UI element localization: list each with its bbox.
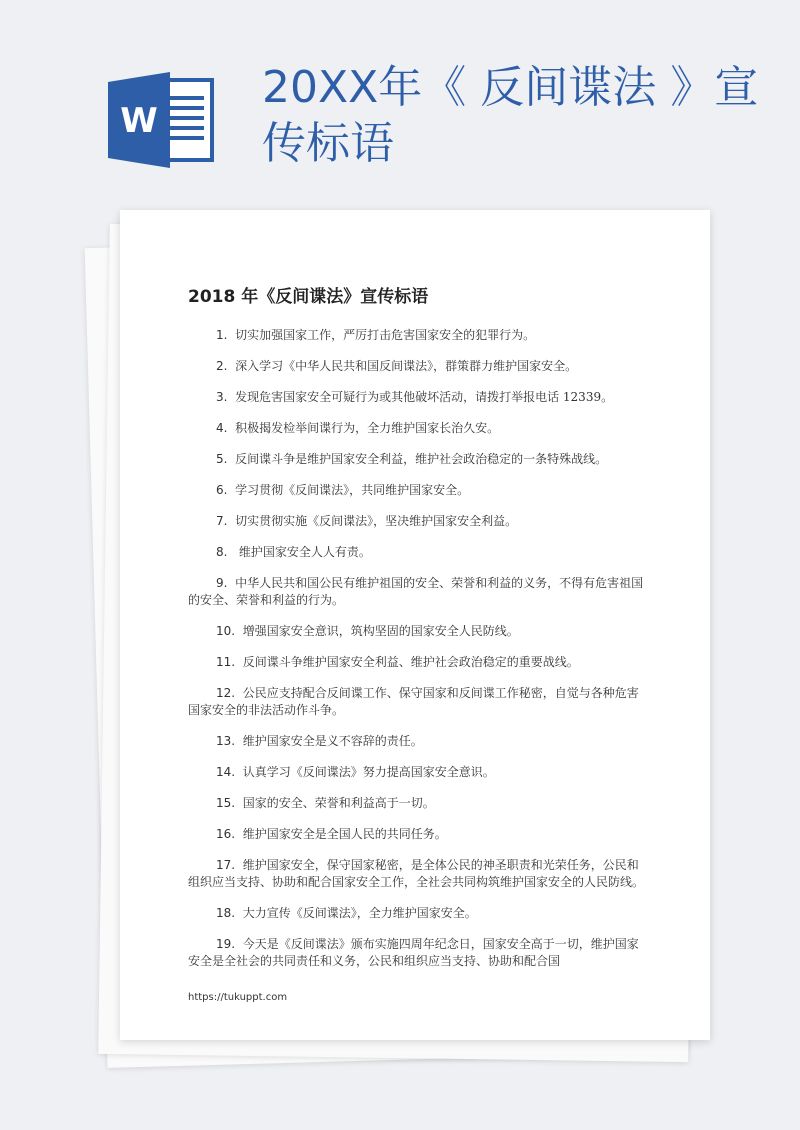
list-item-number: 13. bbox=[216, 734, 236, 748]
document-title: 2018 年《反间谍法》宣传标语 bbox=[188, 287, 429, 307]
list-item bbox=[188, 623, 648, 640]
list-item-text: 深入学习《中华人民共和国反间谍法》，群策群力维护国家安全。 bbox=[235, 359, 578, 373]
list-item-number: 8. bbox=[216, 545, 228, 559]
list-item-number: 11. bbox=[216, 655, 236, 669]
list-item-number: 7. bbox=[216, 514, 228, 528]
list-item-text: 切实贯彻实施《反间谍法》，坚决维护国家安全利益。 bbox=[235, 514, 518, 528]
document-page bbox=[120, 210, 710, 1040]
list-item-number: 4. bbox=[216, 421, 228, 435]
list-item-text: 今天是《反间谍法》颁布实施四周年纪念日，国家安全高于一切，维护国家安全是全社会的共同责任和义务，公民和组织应当支持、协助和配合国 bbox=[188, 937, 639, 968]
list-item-number: 9. bbox=[216, 576, 228, 590]
list-item bbox=[188, 389, 648, 406]
list-item bbox=[188, 420, 648, 437]
list-item-text: 维护国家安全是全国人民的共同任务。 bbox=[242, 827, 447, 841]
list-item-text: 认真学习《反间谍法》努力提高国家安全意识。 bbox=[242, 765, 495, 779]
list-item-text: 发现危害国家安全可疑行为或其他破坏活动，请拨打举报电话 12339。 bbox=[235, 390, 614, 404]
svg-text:W: W bbox=[120, 101, 158, 141]
word-document-icon bbox=[108, 72, 218, 168]
list-item-number: 16. bbox=[216, 827, 236, 841]
list-item bbox=[188, 826, 648, 843]
list-item-number: 10. bbox=[216, 624, 236, 638]
list-item-number: 15. bbox=[216, 796, 236, 810]
list-item bbox=[188, 358, 648, 375]
list-item bbox=[188, 544, 648, 561]
list-item-number: 2. bbox=[216, 359, 228, 373]
list-item bbox=[188, 451, 648, 468]
slogan-list bbox=[188, 327, 648, 984]
list-item-number: 6. bbox=[216, 483, 228, 497]
list-item-text: 大力宣传《反间谍法》，全力维护国家安全。 bbox=[242, 906, 477, 920]
list-item-number: 18. bbox=[216, 906, 236, 920]
header bbox=[0, 0, 800, 200]
list-item-number: 17. bbox=[216, 858, 236, 872]
list-item-text: 中华人民共和国公民有维护祖国的安全、荣誉和利益的义务，不得有危害祖国的安全、荣誉和利益的行为。 bbox=[188, 576, 644, 607]
list-item-text: 维护国家安全是义不容辞的责任。 bbox=[242, 734, 423, 748]
list-item-number: 1. bbox=[216, 328, 228, 342]
list-item-text: 反间谍斗争维护国家安全利益、维护社会政治稳定的重要战线。 bbox=[242, 655, 579, 669]
list-item-number: 3. bbox=[216, 390, 228, 404]
list-item bbox=[188, 733, 648, 750]
list-item bbox=[188, 685, 648, 719]
list-item bbox=[188, 654, 648, 671]
list-item-text: 切实加强国家工作，严厉打击危害国家安全的犯罪行为。 bbox=[235, 328, 536, 342]
list-item-number: 19. bbox=[216, 937, 236, 951]
list-item bbox=[188, 857, 648, 891]
list-item bbox=[188, 575, 648, 609]
list-item-number: 5. bbox=[216, 452, 228, 466]
list-item bbox=[188, 795, 648, 812]
list-item bbox=[188, 764, 648, 781]
list-item-text: 维护国家安全人人有责。 bbox=[235, 545, 371, 559]
list-item-text: 国家的安全、荣誉和利益高于一切。 bbox=[242, 796, 435, 810]
list-item bbox=[188, 482, 648, 499]
list-item bbox=[188, 936, 648, 970]
list-item-text: 积极揭发检举间谍行为，全力维护国家长治久安。 bbox=[235, 421, 500, 435]
footer-url: https://tukuppt.com bbox=[188, 992, 288, 1003]
page-title: 20XX年《 反间谍法 》宣传标语 bbox=[262, 62, 759, 169]
list-item bbox=[188, 513, 648, 530]
list-item-text: 反间谍斗争是维护国家安全利益，维护社会政治稳定的一条特殊战线。 bbox=[235, 452, 608, 466]
list-item-text: 公民应支持配合反间谍工作、保守国家和反间谍工作秘密，自觉与各种危害国家安全的非法活动作斗争。 bbox=[188, 686, 639, 717]
list-item-text: 学习贯彻《反间谍法》，共同维护国家安全。 bbox=[235, 483, 470, 497]
list-item bbox=[188, 905, 648, 922]
list-item-number: 14. bbox=[216, 765, 236, 779]
list-item-number: 12. bbox=[216, 686, 236, 700]
list-item-text: 增强国家安全意识，筑构坚固的国家安全人民防线。 bbox=[242, 624, 519, 638]
list-item-text: 维护国家安全，保守国家秘密，是全体公民的神圣职责和光荣任务，公民和组织应当支持、协助和配合国家安全工作，全社会共同构筑维护国家安全的人民防线。 bbox=[188, 858, 645, 889]
list-item bbox=[188, 327, 648, 344]
